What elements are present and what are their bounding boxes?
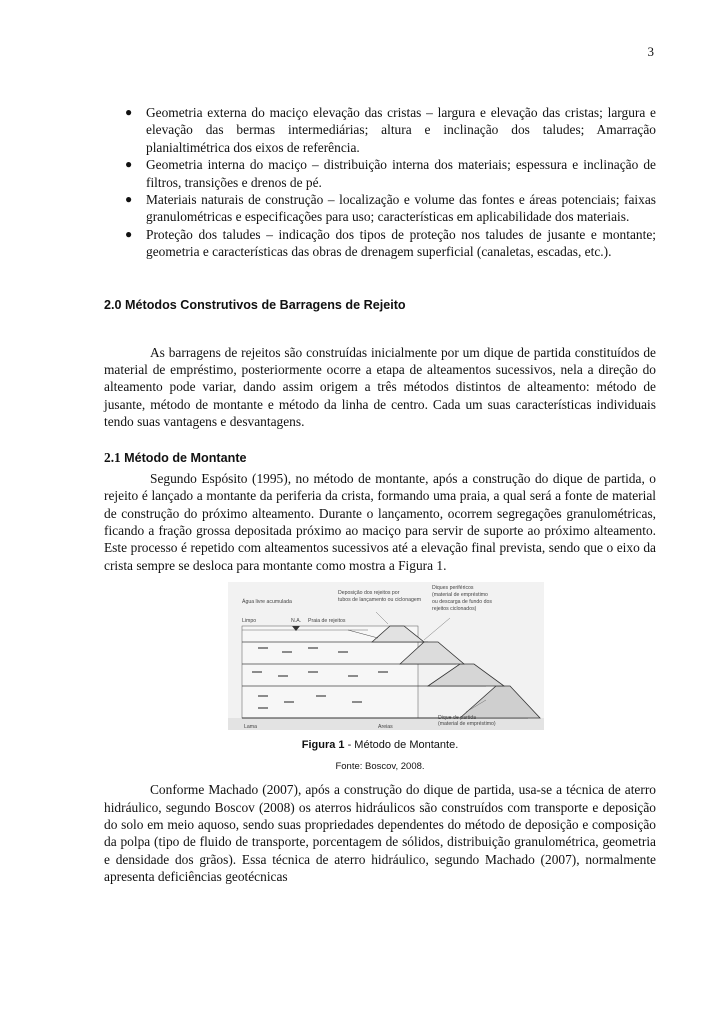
label-praia: Praia de rejeitos <box>308 618 346 625</box>
requirements-list <box>104 104 656 261</box>
list-item-text: Geometria externa do maciço elevação das cristas – largura e elevação das cristas; largura e elevação das bermas intermediárias; altura e inclinação dos taludes; Amarração planialtimétrica dos eixos de referência. <box>146 105 656 155</box>
list-item-text: Proteção dos taludes – indicação dos tipos de proteção nos taludes de jusante e montante; geometria e características das obras de drenagem superficial (canaletas, escadas, etc.). <box>146 226 656 260</box>
label-agua-livre: Água livre acumulada <box>242 599 292 606</box>
label-diques-2: (material de empréstimo <box>432 592 488 599</box>
subsection-heading <box>104 449 656 467</box>
label-limpo: Limpo <box>242 618 257 625</box>
bullet-icon: ● <box>125 157 133 172</box>
label-lama: Lama <box>244 724 257 731</box>
label-areias: Areias <box>378 724 393 731</box>
figure-montante-diagram <box>228 582 544 730</box>
label-dique-partida-1: Dique de partida <box>438 715 477 722</box>
final-paragraph: Conforme Machado (2007), após a construção do dique de partida, usa-se a técnica de aterro hidráulico, segundo Boscov (2008) os aterros hidráulicos são construídos com transporte e deposição do solo em meio aquoso, sendo suas propriedades dependentes do método de deposição e composição da polpa (tipo de fluido de transporte, porcentagem de sólidos, distribuição granulométrica, geometria e densidade dos grãos). Essa técnica de aterro hidráulico, segundo Machado (2007), normalmente apresenta deficiências geotécnicas <box>104 782 656 885</box>
section-paragraph: As barragens de rejeitos são construídas inicialmente por um dique de partida constituídos de material de empréstimo, posteriormente ocorre a etapa de alteamentos sucessivos, nela a direção do alteamento pode variar, dando assim origem a três métodos distintos de alteamento: método de jusante, método de montante e método da linha de centro. Cada um suas características individuais tendo suas vantagens e desvantagens. <box>104 344 656 430</box>
label-diques-1: Diques periféricos <box>432 585 474 592</box>
list-item-text: Materiais naturais de construção – localização e volume das fontes e áreas potenciais; faixas granulométricas e especificações para uso; características em aplicabilidade dos materiais. <box>146 192 656 225</box>
figure-caption-text: - Método de Montante. <box>344 739 459 752</box>
list-item <box>104 104 656 156</box>
section-heading: 2.0 Métodos Construtivos de Barragens de Rejeito <box>104 297 406 312</box>
page-number: 3 <box>647 44 654 59</box>
figure-source: Fonte: Boscov, 2008. <box>335 761 425 773</box>
label-na: N.A. <box>291 618 302 625</box>
label-dique-partida-2: (material de empréstimo) <box>438 721 496 728</box>
list-item <box>104 226 656 261</box>
label-deposicao-1: Deposição dos rejeitos por <box>338 590 400 597</box>
label-deposicao-2: tubos de lançamento ou ciclonagem <box>338 597 422 604</box>
bullet-icon: ● <box>125 105 133 119</box>
document-body <box>104 104 656 886</box>
list-item-text: Geometria interna do maciço – distribuição interna dos materiais; espessura e inclinação de filtros, transições e drenos de pé. <box>146 157 656 190</box>
upstream-method-diagram <box>228 582 544 730</box>
figure-caption <box>104 738 656 752</box>
label-diques-3: ou descarga de fundo dos <box>432 599 492 606</box>
subsection-number: 2.1 <box>104 449 125 465</box>
label-diques-4: rejeitos ciclonados) <box>432 606 477 613</box>
subsection-title: Método de Montante <box>124 450 247 465</box>
bullet-icon: ● <box>125 192 133 207</box>
list-item <box>104 191 656 226</box>
subsection-paragraph: Segundo Espósito (1995), no método de montante, após a construção do dique de partida, o rejeito é lançado a montante da periferia da crista, formando uma praia, a qual será a fonte de material de construção do próximo alteamento. Durante o lançamento, ocorrem segregações granulométricas, ficando a fração grossa depositada próximo ao maciço para servir de suporte ao próximo alteamento. Este processo é repetido com alteamentos sucessivos até a elevação final prevista, sendo que o eixo da crista sempre se desloca para montante como mostra a Figura 1. <box>104 470 656 573</box>
list-item <box>104 156 656 191</box>
bullet-icon: ● <box>125 226 133 241</box>
figure-caption-label: Figura 1 <box>301 739 345 752</box>
